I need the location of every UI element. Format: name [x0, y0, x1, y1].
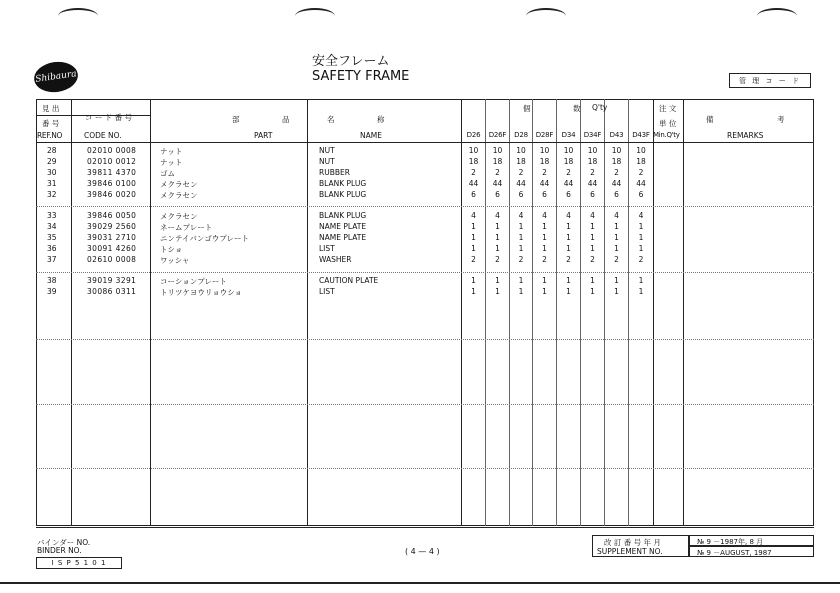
qty-cell: 6: [614, 190, 619, 199]
part-jp-cell: メクラセン: [160, 180, 198, 189]
name-cell: WASHER: [319, 255, 352, 264]
qty-cell: 1: [542, 276, 547, 285]
qty-cell: 18: [636, 157, 646, 166]
qty-cell: 4: [495, 211, 500, 220]
qty-header-jp: 数: [573, 104, 581, 113]
part-jp-cell: ゴム: [160, 169, 175, 178]
name-header-jp: 名: [327, 115, 335, 124]
qty-cell: 10: [539, 146, 550, 155]
code-header-jp: コ ー ド 番 号: [85, 113, 133, 122]
header-bottom-rule: [36, 142, 814, 143]
table-row: [0, 222, 840, 233]
qty-cell: 1: [566, 287, 571, 296]
qty-cell: 1: [471, 233, 476, 242]
qty-cell: 2: [590, 168, 595, 177]
qty-cell: 6: [495, 190, 500, 199]
qty-cell: 1: [471, 244, 476, 253]
ref-no-cell: 37: [47, 255, 57, 264]
qty-cell: 18: [492, 157, 503, 166]
part-header-jp: 品: [282, 115, 290, 124]
table-row: [0, 233, 840, 244]
table-row: [0, 211, 840, 222]
remarks-header-jp: 備: [706, 115, 714, 124]
code-cell: 39811 4370: [87, 168, 137, 177]
binder-number: I S P 5 1 0 1: [36, 557, 122, 569]
binder-label: BINDER NO.: [37, 546, 82, 555]
binder-label-jp: バインダー NO.: [37, 538, 91, 547]
supplement-value: № 9 －AUGUST, 1987: [697, 549, 772, 557]
name-cell: BLANK PLUG: [319, 190, 367, 199]
name-cell: NAME PLATE: [319, 233, 367, 242]
qty-cell: 10: [492, 146, 503, 155]
part-header: PART: [254, 131, 273, 140]
ref-no-cell: 34: [47, 222, 57, 231]
order-unit-header-jp: 注 文: [659, 104, 677, 113]
qty-cell: 1: [495, 222, 500, 231]
qty-cell: 4: [614, 211, 619, 220]
qty-cell: 18: [468, 157, 479, 166]
qty-cell: 4: [566, 211, 571, 220]
punch-hole-mark: [757, 8, 797, 24]
model-header: D34: [561, 131, 576, 139]
ref-no-cell: 32: [47, 190, 57, 199]
qty-cell: 18: [587, 157, 598, 166]
qty-cell: 2: [566, 168, 571, 177]
qty-cell: 2: [614, 255, 619, 264]
qty-cell: 6: [518, 190, 524, 199]
row-group-separator: [36, 339, 814, 340]
name-header: NAME: [360, 131, 382, 140]
model-header: D43: [609, 131, 624, 139]
qty-cell: 2: [638, 255, 644, 264]
supplement-label-jp: 改 訂 番 号 年 月: [604, 538, 661, 547]
remarks-header-jp: 考: [777, 115, 785, 124]
ref-no-cell: 31: [47, 179, 57, 188]
name-cell: BLANK PLUG: [319, 179, 367, 188]
code-cell: 39846 0020: [87, 190, 137, 199]
code-cell: 30086 0311: [87, 287, 137, 296]
qty-header-jp: 個: [523, 104, 531, 113]
qty-cell: 1: [614, 244, 619, 253]
part-jp-cell: トショ: [160, 245, 183, 254]
model-header: D43F: [632, 131, 650, 139]
qty-cell: 1: [590, 276, 595, 285]
model-header: D28: [514, 131, 528, 139]
order-unit-header: Min.Q'ty: [653, 131, 680, 139]
part-jp-cell: ニンテイバンゴウプレート: [160, 234, 250, 243]
qty-cell: 1: [614, 233, 619, 242]
qty-cell: 1: [638, 276, 644, 285]
management-code-label: 管 理 コ ー ド: [739, 76, 801, 85]
code-cell: 30091 4260: [87, 244, 137, 253]
qty-cell: 2: [590, 255, 595, 264]
qty-cell: 18: [539, 157, 550, 166]
qty-cell: 44: [563, 179, 574, 188]
code-cell: 39029 2560: [87, 222, 137, 231]
qty-cell: 2: [495, 255, 500, 264]
qty-cell: 44: [611, 179, 622, 188]
row-group-separator: [36, 206, 814, 207]
qty-cell: 44: [636, 179, 646, 188]
qty-cell: 2: [638, 168, 644, 177]
qty-cell: 1: [614, 222, 619, 231]
part-jp-cell: ナット: [160, 158, 183, 167]
qty-cell: 44: [539, 179, 550, 188]
page-number: ( 4 — 4 ): [405, 547, 440, 556]
qty-cell: 4: [638, 211, 644, 220]
qty-cell: 2: [518, 255, 524, 264]
qty-cell: 18: [611, 157, 622, 166]
qty-cell: 1: [566, 233, 571, 242]
code-cell: 39846 0100: [87, 179, 137, 188]
part-jp-cell: メクラセン: [160, 212, 198, 221]
qty-cell: 44: [468, 179, 479, 188]
code-cell: 39846 0050: [87, 211, 137, 220]
code-cell: 39019 3291: [87, 276, 137, 285]
qty-cell: 4: [518, 211, 524, 220]
name-cell: NAME PLATE: [319, 222, 367, 231]
table-row: [0, 287, 840, 298]
qty-cell: 1: [590, 287, 595, 296]
qty-cell: 1: [518, 287, 524, 296]
name-cell: LIST: [319, 287, 335, 296]
qty-cell: 1: [495, 287, 500, 296]
table-row: [0, 276, 840, 287]
part-jp-cell: ワッシャ: [160, 256, 190, 265]
qty-cell: 1: [495, 244, 500, 253]
row-group-separator: [36, 468, 814, 469]
ref-no-cell: 36: [47, 244, 57, 253]
qty-header: Q'ty: [592, 103, 608, 112]
ref-no-cell: 38: [47, 276, 57, 285]
ref-no-cell: 28: [47, 146, 57, 155]
part-jp-cell: コーションプレート: [160, 277, 227, 286]
name-cell: NUT: [319, 157, 335, 166]
qty-cell: 6: [638, 190, 644, 199]
ref-no-header: REF.NO: [37, 131, 63, 140]
qty-cell: 1: [566, 244, 571, 253]
qty-cell: 10: [516, 146, 526, 155]
punch-hole-mark: [58, 8, 98, 24]
qty-cell: 2: [495, 168, 500, 177]
qty-cell: 2: [471, 168, 476, 177]
table-row: [0, 157, 840, 168]
qty-cell: 1: [518, 233, 524, 242]
qty-cell: 1: [471, 222, 476, 231]
code-cell: 02010 0008: [87, 146, 137, 155]
name-cell: LIST: [319, 244, 335, 253]
qty-cell: 2: [542, 168, 547, 177]
model-header: D26: [466, 131, 481, 139]
qty-cell: 1: [471, 287, 476, 296]
part-jp-cell: ネームプレート: [160, 223, 213, 232]
part-jp-cell: メクラセン: [160, 191, 198, 200]
qty-cell: 10: [611, 146, 622, 155]
table-row: [0, 179, 840, 190]
ref-no-header-jp2: 番 号: [42, 119, 60, 128]
qty-cell: 1: [590, 222, 595, 231]
qty-cell: 6: [471, 190, 476, 199]
management-code-box: [729, 73, 811, 88]
table-row: [0, 168, 840, 179]
qty-cell: 1: [495, 276, 500, 285]
qty-cell: 6: [590, 190, 595, 199]
part-header-jp: 部: [232, 115, 240, 124]
qty-cell: 1: [518, 222, 524, 231]
qty-cell: 1: [638, 287, 644, 296]
name-cell: NUT: [319, 146, 335, 155]
code-cell: 02610 0008: [87, 255, 137, 264]
name-cell: BLANK PLUG: [319, 211, 367, 220]
qty-cell: 10: [468, 146, 479, 155]
qty-cell: 1: [542, 244, 547, 253]
ref-no-cell: 33: [47, 211, 57, 220]
qty-cell: 6: [566, 190, 571, 199]
qty-cell: 1: [566, 222, 571, 231]
qty-cell: 2: [566, 255, 571, 264]
order-unit-header-jp2: 単 位: [659, 119, 677, 128]
part-jp-cell: ナット: [160, 147, 183, 156]
qty-cell: 1: [590, 233, 595, 242]
page-title-japanese: 安全フレーム: [312, 54, 390, 69]
qty-cell: 18: [516, 157, 526, 166]
model-header: D28F: [535, 131, 554, 139]
ref-no-cell: 35: [47, 233, 57, 242]
table-row: [0, 146, 840, 157]
footer-rule: [36, 527, 814, 528]
punch-hole-mark: [295, 8, 335, 24]
model-header: D26F: [488, 131, 507, 139]
qty-cell: 4: [590, 211, 595, 220]
row-group-separator: [36, 404, 814, 405]
qty-cell: 18: [563, 157, 574, 166]
qty-cell: 1: [518, 276, 524, 285]
qty-cell: 4: [542, 211, 547, 220]
qty-cell: 1: [495, 233, 500, 242]
ref-no-cell: 39: [47, 287, 57, 296]
qty-cell: 44: [516, 179, 526, 188]
qty-cell: 1: [542, 287, 547, 296]
qty-cell: 1: [518, 244, 524, 253]
qty-cell: 2: [542, 255, 547, 264]
ref-no-cell: 30: [47, 168, 57, 177]
part-jp-cell: トリツケヨウリョウショ: [160, 288, 243, 297]
qty-cell: 2: [471, 255, 476, 264]
qty-cell: 1: [614, 287, 619, 296]
qty-cell: 4: [471, 211, 476, 220]
page-bottom-rule: [0, 582, 840, 584]
qty-cell: 1: [638, 222, 644, 231]
table-row: [0, 190, 840, 201]
qty-cell: 1: [566, 276, 571, 285]
remarks-header: REMARKS: [727, 131, 764, 140]
code-cell: 39031 2710: [87, 233, 137, 242]
qty-cell: 1: [590, 244, 595, 253]
qty-cell: 1: [542, 233, 547, 242]
qty-cell: 1: [638, 244, 644, 253]
qty-cell: 6: [542, 190, 547, 199]
company-logo: [32, 59, 80, 95]
qty-cell: 2: [614, 168, 619, 177]
qty-cell: 10: [636, 146, 646, 155]
model-header: D34F: [583, 131, 602, 139]
qty-cell: 1: [638, 233, 644, 242]
qty-cell: 2: [518, 168, 524, 177]
supplement-label: SUPPLEMENT NO.: [597, 547, 663, 556]
ref-no-header-jp: 見 出: [42, 104, 60, 113]
punch-hole-mark: [526, 8, 566, 24]
name-cell: CAUTION PLATE: [319, 276, 379, 285]
code-header: CODE NO.: [84, 131, 122, 140]
qty-cell: 1: [542, 222, 547, 231]
qty-cell: 1: [471, 276, 476, 285]
name-header-jp: 称: [377, 115, 385, 124]
qty-cell: 10: [563, 146, 574, 155]
code-cell: 02010 0012: [87, 157, 137, 166]
table-row: [0, 255, 840, 266]
qty-cell: 44: [587, 179, 598, 188]
logo-text: Shibaura: [34, 69, 78, 85]
qty-cell: 10: [587, 146, 598, 155]
supplement-value-jp: № 9 －1987年, 8 月: [697, 538, 764, 546]
qty-cell: 1: [614, 276, 619, 285]
ref-no-cell: 29: [47, 157, 57, 166]
name-cell: RUBBER: [319, 168, 350, 177]
row-group-separator: [36, 272, 814, 273]
table-row: [0, 244, 840, 255]
page-title-english: SAFETY FRAME: [312, 69, 410, 84]
qty-cell: 44: [492, 179, 503, 188]
